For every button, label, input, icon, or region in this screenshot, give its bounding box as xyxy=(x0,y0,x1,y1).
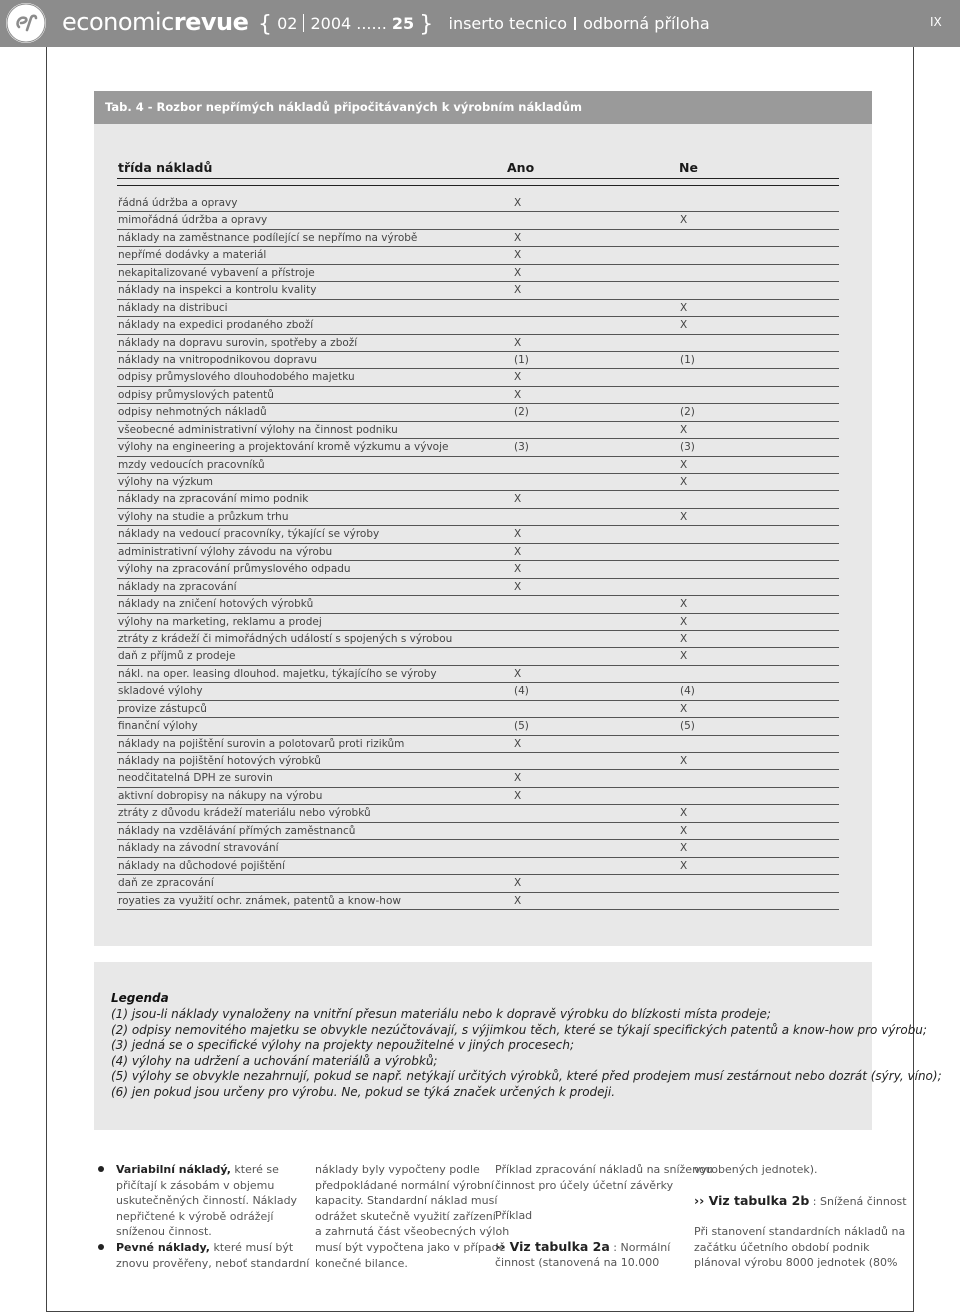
no-cell: X xyxy=(680,458,688,471)
no-cell: (4) xyxy=(680,685,695,698)
cost-item-label: náklady na distribuci xyxy=(118,301,228,314)
yes-cell: X xyxy=(514,266,522,279)
table-body xyxy=(117,195,839,910)
cost-item-label: náklady na závodní stravování xyxy=(118,842,279,855)
text-line: Při stanovení standardních nákladů na xyxy=(694,1225,906,1239)
legend-note: (6) jen pokud jsou určeny pro výrobu. Ne, pokud se týká značek určených k prodeji. xyxy=(111,1084,616,1099)
text-line: znovu prověřeny, neboť standardní xyxy=(116,1256,310,1270)
no-cell: X xyxy=(680,702,688,715)
yes-cell: (4) xyxy=(514,685,529,698)
no-cell: X xyxy=(680,842,688,855)
table-row xyxy=(117,893,839,910)
cost-item-label: mzdy vedoucích pracovníků xyxy=(118,458,265,471)
header-yes: Ano xyxy=(507,160,535,175)
table-row xyxy=(117,631,839,648)
text-line: konečné bilance. xyxy=(315,1256,408,1270)
no-cell: X xyxy=(680,214,688,227)
cost-item-label: výlohy na engineering a projektování kromě výzkumu a vývoje xyxy=(118,441,449,454)
cost-item-label: řádná údržba a opravy xyxy=(118,197,238,209)
no-cell: X xyxy=(680,476,688,488)
table-header xyxy=(117,159,839,179)
yes-cell: X xyxy=(514,388,522,401)
text-line: odrážet skutečně využití zařízení xyxy=(315,1209,496,1223)
cost-item-label: royaties za využití ochr. známek, patentů a know-how xyxy=(118,894,401,907)
cost-item-label: nepřímé dodávky a materiál xyxy=(118,249,267,262)
cost-item-label: náklady na vedoucí pracovníky, týkající se výroby xyxy=(118,528,380,541)
cost-item-label: náklady na dopravu surovin, spotřeby a zboží xyxy=(118,336,358,349)
yes-cell: X xyxy=(514,877,522,890)
legend-note: (3) jedná se o specifické výlohy na projekty nepoužitelné v jiných procesech; xyxy=(111,1038,575,1053)
header-no: Ne xyxy=(679,160,698,175)
text-line: plánoval výrobu 8000 jednotek (80% xyxy=(694,1256,898,1270)
table-row xyxy=(117,648,839,665)
cost-item-label: daň ze zpracování xyxy=(118,877,214,890)
yes-cell: X xyxy=(514,667,522,680)
table-row xyxy=(117,317,839,334)
header-rule xyxy=(117,185,839,186)
table-row xyxy=(117,544,839,561)
cost-item-label: finanční výlohy xyxy=(118,720,198,733)
cost-item-label: odpisy nehmotných nákladů xyxy=(118,406,267,419)
cost-item-label: ztráty z důvodu krádeží materiálu nebo výrobků xyxy=(118,807,371,820)
brand-title: economicrevue xyxy=(62,8,249,36)
cost-item-label: náklady na vzdělávání přímých zaměstnanců xyxy=(118,824,356,837)
no-cell: X xyxy=(680,319,688,332)
cost-item-label: nákl. na oper. leasing dlouhod. majetku, týkajícího se výroby xyxy=(118,667,437,680)
yes-cell: X xyxy=(514,789,522,802)
table-row xyxy=(117,230,839,247)
cost-item-label: mimořádná údržba a opravy xyxy=(118,214,268,227)
no-cell: (5) xyxy=(680,720,695,733)
text-line: činnost pro účely účetní závěrky xyxy=(495,1178,674,1192)
yes-cell: X xyxy=(514,563,522,576)
cost-item-label: neodčitatelná DPH ze surovin xyxy=(118,772,273,785)
table-row xyxy=(117,526,839,543)
yes-cell: X xyxy=(514,493,522,506)
table-row xyxy=(117,753,839,770)
text-column-3: Příklad zpracování nákladů na sníženou činnost pro účely účetní závěrky Příklad ›› Viz tabulka 2a : Normální činnost (stanovená na 10.000 xyxy=(495,1163,713,1270)
yes-cell: (3) xyxy=(514,441,529,454)
no-cell: X xyxy=(680,632,688,645)
table-row xyxy=(117,509,839,526)
text-line: nepřičtené k výrobě odrážejí xyxy=(116,1209,274,1223)
table-row xyxy=(117,247,839,264)
text-column-1: Variabilní nákladý, které se přičítají k zásobám v objemu uskutečněných činností. Náklady nepřičtené k výrobě odrážejí sníženou činnost. Pevné náklady, které musí být znovu prověřeny, neboť standardní xyxy=(98,1162,276,1271)
table-row xyxy=(117,788,839,805)
cost-item-label: náklady na pojištění surovin a polotovarů proti rizikům xyxy=(118,737,405,750)
table-row xyxy=(117,457,839,474)
cost-item-label: náklady na vnitropodnikovou dopravu xyxy=(118,353,318,366)
table-row xyxy=(117,718,839,735)
cost-item-label: náklady na inspekci a kontrolu kvality xyxy=(118,284,317,297)
text-line: sníženou činnost. xyxy=(116,1225,212,1239)
yes-cell: (1) xyxy=(514,353,529,366)
no-cell: X xyxy=(680,615,688,628)
no-cell: X xyxy=(680,859,688,872)
yes-cell: X xyxy=(514,580,522,593)
yes-cell: X xyxy=(514,231,522,244)
yes-cell: X xyxy=(514,772,522,785)
yes-cell: X xyxy=(514,894,522,907)
no-cell: X xyxy=(680,301,688,314)
table-row xyxy=(117,352,839,369)
cost-item-label: náklady na pojištění hotových výrobků xyxy=(118,755,321,767)
table-row xyxy=(117,282,839,299)
text-line: kapacity. Standardní náklad musí xyxy=(315,1194,498,1208)
legend-note: (2) odpisy nemovitého majetku se obvykle nezúčtovávají, s výjimkou těch, které se týkají specifických patentů a know-how pro výrobu; xyxy=(111,1022,927,1037)
cost-item-label: aktivní dobropisy na nákupy na výrobu xyxy=(118,789,323,802)
cost-item-label: ztráty z krádeží či mimořádných událostí s spojených s výrobou xyxy=(118,632,453,645)
table-title: Tab. 4 - Rozbor nepřímých nákladů připočitávaných k výrobním nákladům xyxy=(94,91,872,124)
ref-table-2b: ›› Viz tabulka 2b xyxy=(694,1192,810,1208)
text-line: předpokládané normální výrobní xyxy=(315,1178,494,1192)
section-italian: inserto tecnico xyxy=(448,14,568,33)
table-row xyxy=(117,701,839,718)
cost-item-label: náklady na zpracování mimo podnik xyxy=(118,493,309,506)
text-line: přičítají k zásobám v objemu xyxy=(116,1178,275,1192)
header-bar xyxy=(0,0,960,47)
yes-cell: (2) xyxy=(514,406,529,419)
table-row xyxy=(117,474,839,491)
section-czech: odborná příloha xyxy=(583,14,710,33)
table-row xyxy=(117,300,839,317)
no-cell: X xyxy=(680,598,688,611)
table-row xyxy=(117,491,839,508)
table-row xyxy=(117,736,839,753)
table-row xyxy=(117,369,839,386)
text-line: začátku účetního období podnik xyxy=(694,1240,870,1254)
cost-item-label: odpisy průmyslového dlouhodobého majetku xyxy=(118,371,355,384)
table-row xyxy=(117,439,839,456)
bullet-icon xyxy=(98,1244,104,1250)
cost-item-label: odpisy průmyslových patentů xyxy=(118,388,274,401)
page-number: IX xyxy=(930,15,942,29)
yes-cell: X xyxy=(514,197,522,209)
text-column-2 xyxy=(315,1162,510,1271)
no-cell: X xyxy=(680,755,688,767)
table-row xyxy=(117,404,839,421)
table-row xyxy=(117,683,839,700)
cost-item-label: administrativní výlohy závodu na výrobu xyxy=(118,545,333,558)
economic-revue-logo-icon xyxy=(6,3,46,43)
example-label: Příklad xyxy=(495,1209,533,1223)
table-row xyxy=(117,561,839,578)
text-line: náklady byly vypočteny podle xyxy=(315,1163,480,1176)
cost-item-label: skladové výlohy xyxy=(118,685,203,698)
yes-cell: X xyxy=(514,737,522,750)
table-row xyxy=(117,387,839,404)
cost-item-label: výlohy na zpracování průmyslového odpadu xyxy=(118,563,351,576)
table-row xyxy=(117,212,839,229)
no-cell: X xyxy=(680,423,688,436)
yes-cell: X xyxy=(514,284,522,297)
no-cell: X xyxy=(680,510,688,523)
issue-info: { 02 2004 ...... 25 } inserto tecnico odborná příloha xyxy=(258,12,710,37)
legend-note: (5) výlohy se obvykle nezahrnují, pokud se např. netýkají určitých výrobků, které před prodejem musí zestárnout nebo dozrát (sýry, víno); xyxy=(111,1069,942,1084)
no-cell: (3) xyxy=(680,441,695,454)
table-row xyxy=(117,335,839,352)
table-row xyxy=(117,770,839,787)
text-line: uskutečněných činností. Náklady xyxy=(116,1194,298,1208)
frame-bottom xyxy=(46,1311,914,1312)
table-row xyxy=(117,265,839,282)
cost-item-label: náklady na důchodové pojištění xyxy=(118,859,285,872)
table-row xyxy=(117,875,839,892)
legend-note: (1) jsou-li náklady vynaloženy na vnitřní přesun materiálu nebo k dopravě výrobku do blízkosti místa prodeje; xyxy=(111,1007,771,1021)
text-line: a zahrnutá část všeobecných výloh xyxy=(315,1225,510,1239)
yes-cell: X xyxy=(514,336,522,349)
cost-item-label: náklady na zpracování xyxy=(118,580,237,593)
yes-cell: X xyxy=(514,545,522,558)
cost-item-label: všeobecné administrativní výlohy na činnost podniku xyxy=(118,423,398,436)
text-line: Příklad zpracování nákladů na sníženou xyxy=(495,1163,713,1176)
legend-panel xyxy=(94,962,942,1130)
frame-left xyxy=(46,47,47,1312)
cost-item-label: daň z příjmů z prodeje xyxy=(118,650,236,663)
no-cell: (1) xyxy=(680,353,695,366)
table-row xyxy=(117,823,839,840)
table-row xyxy=(117,614,839,631)
ref-table-2a: ›› Viz tabulka 2a xyxy=(495,1238,610,1254)
yes-cell: X xyxy=(514,528,522,541)
cost-item-label: nekapitalizované vybavení a přístroje xyxy=(118,266,315,279)
table-row xyxy=(117,596,839,613)
cost-item-label: provize zástupců xyxy=(118,702,207,715)
table-row xyxy=(117,805,839,822)
no-cell: X xyxy=(680,650,688,663)
cost-item-label: náklady na expedici prodaného zboží xyxy=(118,319,314,332)
frame-right xyxy=(913,47,914,1312)
legend-notes xyxy=(111,1007,942,1101)
cost-item-label: výlohy na výzkum xyxy=(118,476,213,488)
cost-item-label: výlohy na marketing, reklamu a prodej xyxy=(118,615,322,628)
yes-cell: (5) xyxy=(514,720,529,733)
yes-cell: X xyxy=(514,371,522,384)
yes-cell: X xyxy=(514,249,522,262)
table-row xyxy=(117,858,839,875)
header-cost-class: třída nákladů xyxy=(118,160,213,175)
cost-item-label: výlohy na studie a průzkum trhu xyxy=(118,510,289,523)
table-row xyxy=(117,195,839,212)
table-row xyxy=(117,422,839,439)
table-row xyxy=(117,666,839,683)
cost-item-label: náklady na zaměstnance podílející se nepřímo na výrobě xyxy=(118,231,418,244)
table-row xyxy=(117,840,839,857)
cost-item-label: náklady na zničení hotových výrobků xyxy=(118,598,314,611)
legend-title: Legenda xyxy=(111,991,169,1005)
legend-note: (4) výlohy na udržení a uchování materiálů a výrobků; xyxy=(111,1053,438,1068)
no-cell: X xyxy=(680,807,688,820)
no-cell: (2) xyxy=(680,406,695,419)
table-row xyxy=(117,579,839,596)
text-line: musí být vypočtena jako v případě xyxy=(315,1240,506,1254)
bullet-icon xyxy=(98,1166,104,1172)
no-cell: X xyxy=(680,824,688,837)
text-column-4: vyrobených jednotek). ›› Viz tabulka 2b : Snížená činnost Při stanovení standardních nákladů na začátku účetního období podnik plánoval výrobu 8000 jednotek (80% xyxy=(694,1163,907,1270)
